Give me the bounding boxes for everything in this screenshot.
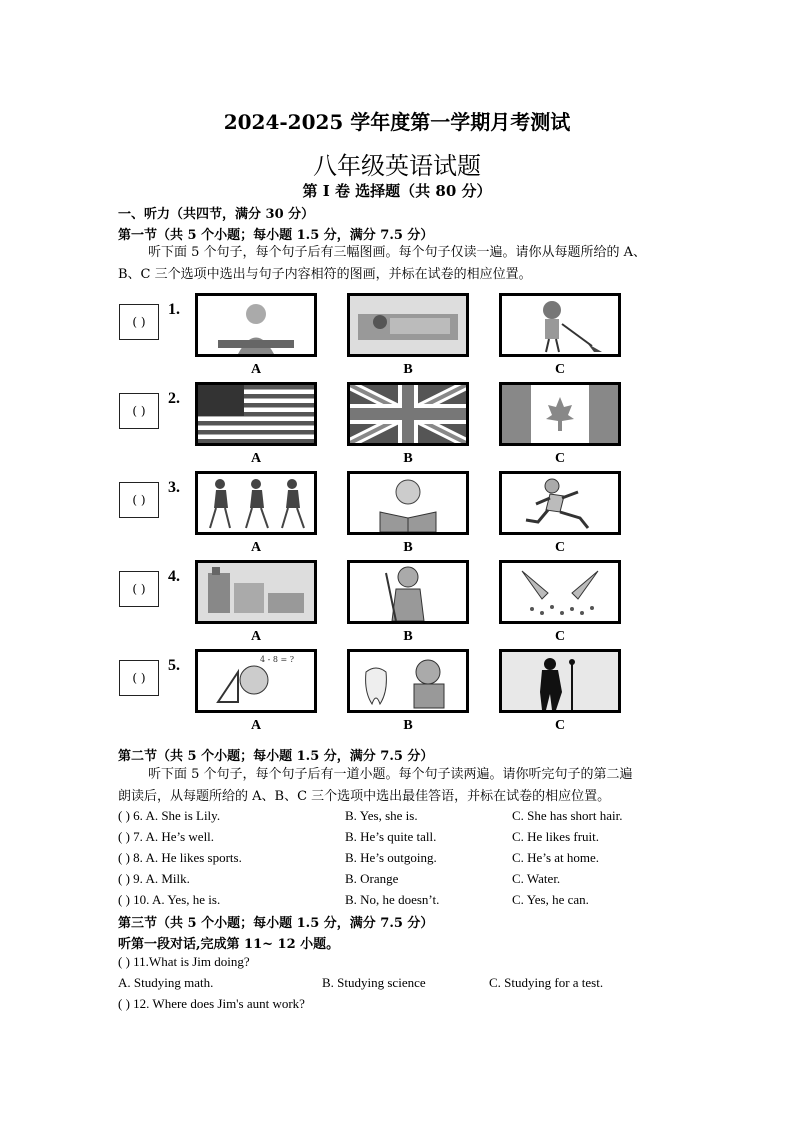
part1-instruction-line1: 听下面 5 个句子，每个句子后有三幅图画。每个句子仅读一遍。请你从每题所给的 A、 bbox=[148, 245, 647, 260]
part1-heading: 第一节（共 5 个小题；每小题 1.5 分，满分 7.5 分） bbox=[118, 228, 434, 243]
option-letter: C bbox=[554, 540, 566, 555]
option-letter: A bbox=[250, 540, 262, 555]
question-number: 1. bbox=[168, 301, 180, 318]
answer-bracket-box[interactable]: ( ) bbox=[119, 393, 159, 429]
question-option-c: C. Water. bbox=[512, 871, 561, 886]
question-11-option-b: B. Studying science bbox=[322, 975, 426, 990]
section-heading: 一、听力（共四节，满分 30 分） bbox=[118, 207, 315, 222]
option-letter: C bbox=[554, 629, 566, 644]
exam-title: 2024-2025 学年度第一学期月考测试 bbox=[223, 110, 571, 134]
question-option-b: B. No, he doesn’t. bbox=[345, 892, 440, 907]
question-option-c: C. He likes fruit. bbox=[512, 829, 600, 844]
option-letter: B bbox=[403, 362, 413, 377]
dentist-picture-icon bbox=[347, 649, 469, 713]
svg-text:4 - 8 = ?: 4 - 8 = ? bbox=[260, 655, 295, 664]
boy-math-picture-icon bbox=[195, 649, 317, 713]
option-letter: A bbox=[250, 362, 262, 377]
option-letter: C bbox=[554, 718, 566, 733]
part2-heading: 第二节（共 5 个小题；每小题 1.5 分，满分 7.5 分） bbox=[118, 749, 434, 764]
boy-reading-picture-icon bbox=[347, 471, 469, 535]
answer-bracket-box[interactable]: ( ) bbox=[119, 304, 159, 340]
option-letter: B bbox=[403, 451, 413, 466]
question-option-c: C. He’s at home. bbox=[512, 850, 600, 865]
usa-flag-icon bbox=[195, 382, 317, 446]
option-letter: A bbox=[250, 629, 262, 644]
question-number: 5. bbox=[168, 657, 180, 674]
question-option-a: ( ) 7. A. He’s well. bbox=[118, 829, 215, 844]
question-option-a: ( ) 6. A. She is Lily. bbox=[118, 808, 221, 823]
option-letter: B bbox=[403, 540, 413, 555]
answer-bracket-box[interactable]: ( ) bbox=[119, 482, 159, 518]
option-letter: B bbox=[403, 718, 413, 733]
exam-subtitle: 八年级英语试题 bbox=[313, 152, 481, 180]
part3-heading: 第三节（共 5 个小题；每小题 1.5 分，满分 7.5 分） bbox=[118, 916, 434, 931]
girls-dancing-picture-icon bbox=[195, 471, 317, 535]
question-number: 3. bbox=[168, 479, 180, 496]
question-option-b: B. Orange bbox=[345, 871, 399, 886]
sleeping-picture-icon bbox=[347, 293, 469, 357]
option-letter: A bbox=[250, 718, 262, 733]
question-option-a: ( ) 10. A. Yes, he is. bbox=[118, 892, 221, 907]
part2-instruction-line2: 朗读后，从每题所给的 A、B、C 三个选项中选出最佳答语，并标在试卷的相应位置。 bbox=[118, 789, 611, 804]
answer-bracket-box[interactable]: ( ) bbox=[119, 571, 159, 607]
canada-flag-icon bbox=[499, 382, 621, 446]
question-option-b: B. He’s outgoing. bbox=[345, 850, 437, 865]
question-11: ( ) 11.What is Jim doing? bbox=[118, 954, 250, 969]
girl-drawing-picture-icon bbox=[195, 293, 317, 357]
question-option-c: C. She has short hair. bbox=[512, 808, 623, 823]
question-number: 2. bbox=[168, 390, 180, 407]
singer-silhouette-picture-icon bbox=[499, 649, 621, 713]
woman-sweeping-picture-icon bbox=[347, 560, 469, 624]
question-option-a: ( ) 9. A. Milk. bbox=[118, 871, 190, 886]
option-letter: C bbox=[554, 362, 566, 377]
part1-instruction-line2: B、C 三个选项中选出与句子内容相符的图画，并标在试卷的相应位置。 bbox=[118, 267, 532, 282]
volume-heading: 第 I 卷 选择题（共 80 分） bbox=[302, 182, 492, 200]
option-letter: A bbox=[250, 451, 262, 466]
question-option-b: B. He’s quite tall. bbox=[345, 829, 437, 844]
part2-instruction-line1: 听下面 5 个句子，每个句子后有一道小题。每个句子读两遍。请你听完句子的第二遍 bbox=[148, 767, 633, 782]
question-option-c: C. Yes, he can. bbox=[512, 892, 589, 907]
hands-planting-picture-icon bbox=[499, 560, 621, 624]
question-12: ( ) 12. Where does Jim's aunt work? bbox=[118, 996, 305, 1011]
uk-flag-icon bbox=[347, 382, 469, 446]
boy-running-picture-icon bbox=[499, 471, 621, 535]
part3-instruction: 听第一段对话,完成第 11~ 12 小题。 bbox=[118, 937, 340, 952]
option-letter: C bbox=[554, 451, 566, 466]
girl-sweeping-picture-icon bbox=[499, 293, 621, 357]
factory-picture-icon bbox=[195, 560, 317, 624]
answer-bracket-box[interactable]: ( ) bbox=[119, 660, 159, 696]
question-number: 4. bbox=[168, 568, 180, 585]
question-11-option-c: C. Studying for a test. bbox=[489, 975, 604, 990]
question-option-a: ( ) 8. A. He likes sports. bbox=[118, 850, 242, 865]
question-11-option-a: A. Studying math. bbox=[118, 975, 214, 990]
question-option-b: B. Yes, she is. bbox=[345, 808, 418, 823]
option-letter: B bbox=[403, 629, 413, 644]
